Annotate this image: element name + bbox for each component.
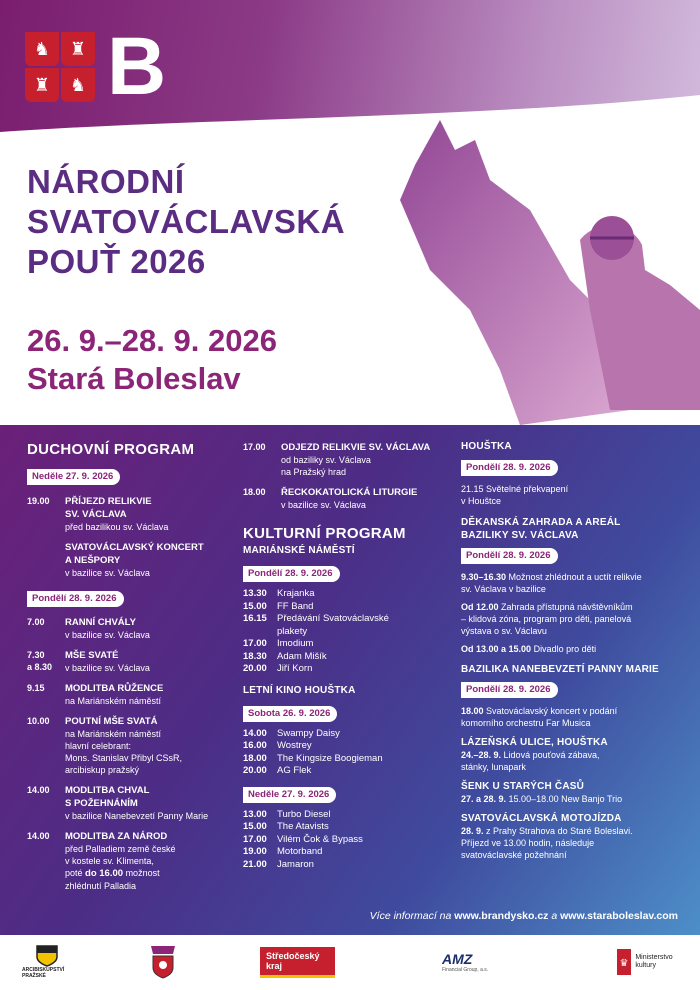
venue-heading: ŠENK U STARÝCH ČASŮ — [461, 781, 585, 792]
spiritual-heading: DUCHOVNÍ PROGRAM — [27, 441, 195, 458]
brand-logo: B — [107, 21, 167, 112]
event-item: 14.00 MODLITBA ZA NÁROD před Palladiem země české v kostele sv. Klimenta, poté do 16.00 možnost zhlédnutí Palladia — [27, 831, 176, 891]
event-item: 18.00 ŘECKOKATOLICKÁ LITURGIE v bazilice sv. Václava — [243, 487, 418, 510]
logo-row — [25, 21, 167, 112]
event-item: 21.15 Světelné překvapení v Houštce — [461, 484, 569, 506]
lineup-item: 16.15 Předávání Svatováclavské — [243, 613, 389, 624]
date-badge: Sobota 26. 9. 2026 — [243, 706, 337, 722]
link-staraboleslav[interactable]: www.staraboleslav.com — [560, 910, 678, 922]
sponsor-archdiocese: ARCIBISKUPSTVÍ PRAŽSKÉ — [22, 944, 72, 980]
program-section — [0, 425, 700, 935]
venue-heading: LÁZEŇSKÁ ULICE, HOUŠTKA — [461, 737, 608, 748]
event-item: 19.00 PŘÍJEZD RELIKVIE SV. VÁCLAVA před bazilikou sv. Václava — [27, 496, 169, 532]
shield-icon — [36, 945, 58, 967]
lineup-item: 13.30 Krajanka — [243, 588, 315, 599]
venue-heading: BAZILIKA NANEBEVZETÍ PANNY MARIE — [461, 664, 659, 675]
event-item: 7.00 RANNÍ CHVÁLY v bazilice sv. Václava — [27, 617, 150, 640]
date-badge: Pondělí 28. 9. 2026 — [461, 548, 558, 564]
event-item: 10.00 POUTNÍ MŠE SVATÁ na Mariánském náměstí hlavní celebrant: Mons. Stanislav Přibyl CSsR, arcibiskup pražský — [27, 716, 183, 775]
svg-text:♛: ♛ — [619, 958, 629, 969]
event-dates: 26. 9.–28. 9. 2026 Stará Boleslav — [27, 323, 277, 396]
date-badge: Pondělí 28. 9. 2026 — [27, 591, 124, 607]
more-info-line: Více informací na www.brandysko.cz a www.staraboleslav.com — [369, 910, 678, 922]
lion-icon — [617, 949, 631, 975]
lineup-list — [243, 588, 448, 676]
spiritual-program-column — [27, 441, 237, 892]
venue-heading: SVATOVÁCLAVSKÁ MOTOJÍZDA — [461, 813, 622, 824]
local-program-column — [461, 441, 686, 861]
lineup-item: 21.00 Jamaron — [243, 858, 314, 870]
lineup-item: 20.00 AG Flek — [243, 765, 312, 776]
lineup-item: 17.00 Vilém Čok & Bypass — [243, 833, 363, 845]
event-item: 7.30 a 8.30 MŠE SVATÉ v bazilice sv. Václava — [27, 650, 150, 673]
date-badge: Pondělí 28. 9. 2026 — [461, 682, 558, 698]
link-brandysko[interactable]: www.brandysko.cz — [454, 910, 549, 922]
event-item: SVATOVÁCLAVSKÝ KONCERT A NEŠPORY v bazilice sv. Václava — [65, 542, 204, 578]
lineup-item: 18.30 Adam Mišík — [243, 650, 327, 662]
lineup-item: 13.00 Turbo Diesel — [243, 808, 331, 820]
lineup-item: 15.00 FF Band — [243, 600, 314, 612]
lineup-item: 17.00 Imodium — [243, 638, 314, 649]
date-badge: Pondělí 28. 9. 2026 — [243, 566, 340, 582]
sponsor-ministry-culture: ♛ Ministerstvo kultury — [610, 944, 680, 980]
lineup-item: 18.00 The Kingsize Boogieman — [243, 752, 383, 764]
sponsor-amz: AMZ Financial Group, a.s. — [442, 951, 489, 973]
lineup-list — [243, 809, 448, 872]
lineup-item: 20.00 Jiří Korn — [243, 663, 313, 674]
sponsor-bar — [0, 935, 700, 990]
venue-heading: LETNÍ KINO HOUŠTKA — [243, 684, 356, 696]
lineup-item: 14.00 Swampy Daisy — [243, 727, 340, 739]
event-item: 14.00 MODLITBA CHVAL S POŽEHNÁNÍM v bazilice Nanebevzetí Panny Marie — [27, 785, 209, 821]
hero-banner — [0, 0, 700, 425]
event-item: 9.30–16.30 Možnost zhlédnout a uctít relikvie sv. Václava v bazilice — [461, 572, 642, 594]
event-item: 9.15 MODLITBA RŮŽENCE na Mariánském náměstí — [27, 683, 164, 706]
date-badge: Pondělí 28. 9. 2026 — [461, 460, 558, 476]
lineup-item: 15.00 The Atavists — [243, 821, 329, 832]
lineup-item: 16.00 Wostrey — [243, 740, 312, 751]
venue-heading: HOUŠTKA — [461, 441, 512, 452]
sponsor-stredocesky-kraj: Středočeský kraj — [260, 944, 335, 980]
culture-heading: KULTURNÍ PROGRAM — [243, 525, 406, 542]
venue-heading: DĚKANSKÁ ZAHRADA A AREÁL BAZILIKY SV. VÁCLAVA — [461, 517, 621, 541]
st-wenceslas-statue-icon — [380, 110, 700, 425]
bishop-crest-icon — [143, 944, 183, 980]
date-badge: Neděle 27. 9. 2026 — [27, 469, 120, 485]
sponsor-crest — [138, 944, 188, 980]
lineup-item: 19.00 Motorband — [243, 846, 323, 857]
event-item: 18.00 Svatováclavský koncert v podání komorního orchestru Far Musica — [461, 706, 618, 728]
coat-of-arms-icon: ♞ ♜ ♜ ♞ — [25, 32, 95, 102]
event-item: 17.00 ODJEZD RELIKVIE SV. VÁCLAVA od baziliky sv. Václava na Pražský hrad — [243, 442, 431, 477]
lineup-item: plakety — [277, 625, 308, 637]
date-badge: Neděle 27. 9. 2026 — [243, 787, 336, 803]
lineup-list — [243, 728, 448, 778]
venue-heading: MARIÁNSKÉ NÁMĚSTÍ — [243, 545, 355, 556]
page-title: NÁRODNÍ SVATOVÁCLAVSKÁ POUŤ 2026 — [27, 163, 346, 280]
culture-program-column — [243, 441, 448, 871]
event-item: 27. a 28. 9. 15.00–18.00 New Banjo Trio — [461, 794, 623, 804]
event-item: Od 12.00 Zahrada přístupná návštěvníkům – klidová zóna, program pro děti, panelová výstava o sv. Václavu — [461, 602, 633, 636]
event-item: Od 13.00 a 15.00 Divadlo pro děti — [461, 644, 597, 654]
event-item: 24.–28. 9. Lidová pouťová zábava, stánky, lunapark — [461, 750, 600, 772]
event-item: 28. 9. z Prahy Strahova do Staré Boleslavi. Příjezd ve 13.00 hodin, následuje svatováclavské požehnání — [461, 826, 633, 860]
